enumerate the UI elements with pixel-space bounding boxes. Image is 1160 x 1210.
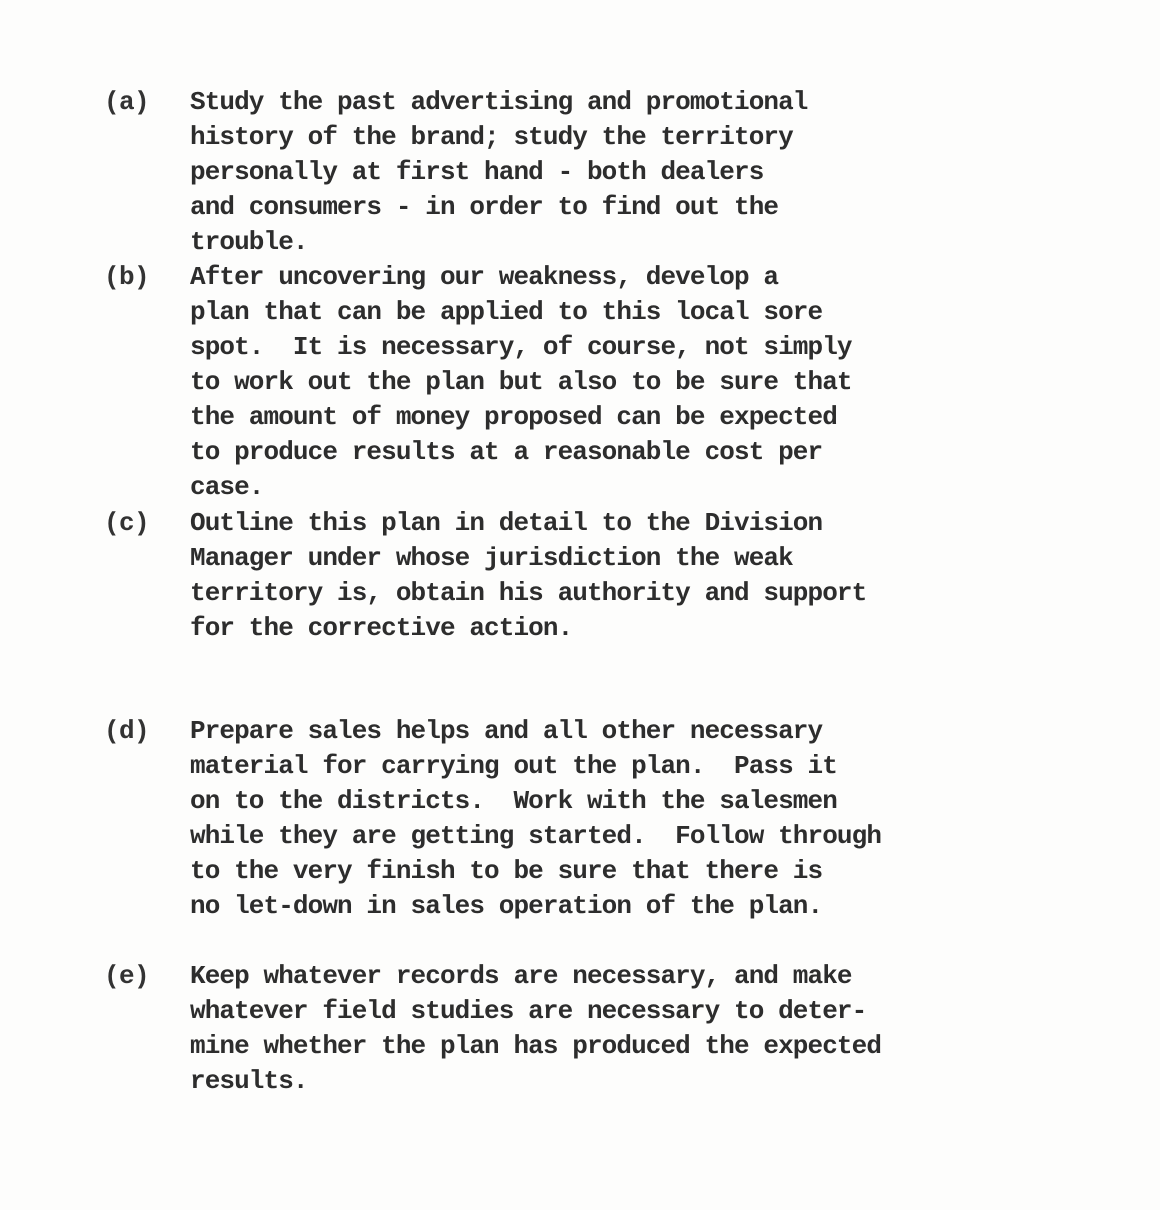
text-line: mine whether the plan has produced the expected	[190, 1031, 882, 1061]
item-text	[190, 506, 1070, 646]
text-line: material for carrying out the plan. Pass it	[190, 751, 837, 781]
text-line: to work out the plan but also to be sure that	[190, 367, 852, 397]
text-line: spot. It is necessary, of course, not simply	[190, 332, 852, 362]
text-line: and consumers - in order to find out the	[190, 192, 779, 222]
text-line: Manager under whose jurisdiction the weak	[190, 543, 793, 573]
text-line: the amount of money proposed can be expected	[190, 402, 837, 432]
item-label: (c)	[104, 508, 150, 538]
text-line: whatever field studies are necessary to deter-	[190, 996, 867, 1026]
text-line: Study the past advertising and promotional	[190, 87, 808, 117]
text-line: Keep whatever records are necessary, and make	[190, 961, 852, 991]
item-text	[190, 260, 1070, 505]
text-line: case.	[190, 472, 264, 502]
item-label: (d)	[104, 716, 150, 746]
text-line: to the very finish to be sure that there is	[190, 856, 823, 886]
text-line: plan that can be applied to this local sore	[190, 297, 823, 327]
text-line: Outline this plan in detail to the Division	[190, 508, 823, 538]
text-line: Prepare sales helps and all other necessary	[190, 716, 823, 746]
text-line: no let-down in sales operation of the plan.	[190, 891, 823, 921]
text-line: territory is, obtain his authority and support	[190, 578, 867, 608]
text-line: for the corrective action.	[190, 613, 573, 643]
text-line: while they are getting started. Follow through	[190, 821, 882, 851]
item-label: (b)	[104, 262, 150, 292]
text-line: trouble.	[190, 227, 308, 257]
item-text	[190, 85, 1070, 260]
text-line: results.	[190, 1066, 308, 1096]
text-line: personally at first hand - both dealers	[190, 157, 764, 187]
item-text	[190, 959, 1070, 1099]
item-text	[190, 714, 1070, 924]
item-label: (a)	[104, 87, 150, 117]
text-line: history of the brand; study the territory	[190, 122, 793, 152]
text-line: on to the districts. Work with the salesmen	[190, 786, 837, 816]
item-label: (e)	[104, 961, 150, 991]
text-line: to produce results at a reasonable cost per	[190, 437, 823, 467]
text-line: After uncovering our weakness, develop a	[190, 262, 779, 292]
